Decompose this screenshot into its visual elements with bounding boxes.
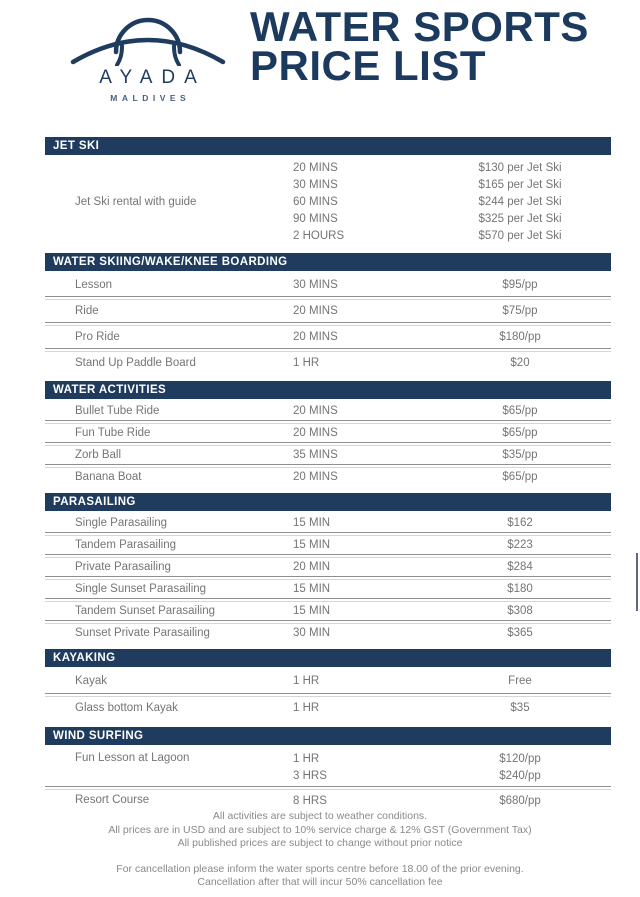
price-cell: $20 — [510, 356, 530, 369]
price-line — [293, 228, 611, 245]
section-header: JET SKI — [45, 137, 611, 155]
row-separator — [45, 322, 611, 326]
section-body — [45, 667, 611, 719]
section-body — [45, 155, 611, 245]
section-water-skiing-wake-knee-boarding — [45, 253, 611, 373]
price-cell: $165 per Jet Ski — [478, 178, 562, 191]
table-row — [45, 581, 611, 597]
duration-cell: 15 MIN — [293, 538, 331, 551]
price-line — [293, 627, 611, 639]
duration-cell: 1 HR — [293, 702, 320, 715]
duration-cell: 30 MINS — [293, 278, 338, 291]
section-body — [45, 511, 611, 641]
price-lines — [293, 405, 611, 417]
price-lines — [293, 792, 611, 809]
table-row — [45, 469, 611, 485]
activity-name: Stand Up Paddle Board — [75, 356, 196, 369]
row-separator — [45, 620, 611, 624]
page-title-line2: PRICE LIST — [250, 41, 487, 89]
duration-cell: 3 HRS — [293, 769, 327, 782]
price-lines — [293, 561, 611, 573]
price-lines — [293, 605, 611, 617]
activity-name: Fun Tube Ride — [75, 426, 151, 439]
price-cell: $325 per Jet Ski — [478, 213, 562, 226]
activity-name: Jet Ski rental with guide — [75, 195, 197, 208]
activity-name: Tandem Parasailing — [75, 538, 177, 551]
note-cancellation-deadline: For cancellation please inform the water sports centre before 18.00 of the prior evening. — [116, 862, 524, 875]
activity-name: Glass bottom Kayak — [75, 702, 178, 715]
price-line — [293, 675, 611, 687]
table-row — [45, 537, 611, 553]
price-line — [293, 750, 611, 767]
dome-pavilion-icon — [70, 6, 226, 66]
price-cell: $308 — [507, 604, 533, 617]
price-line — [293, 193, 611, 210]
duration-cell: 20 MINS — [293, 426, 338, 439]
price-lines — [293, 159, 611, 245]
price-lines — [293, 627, 611, 639]
price-cell: $65/pp — [502, 426, 538, 439]
table-row — [45, 603, 611, 619]
price-line — [293, 449, 611, 461]
price-lines — [293, 583, 611, 595]
price-cell: $35 — [510, 702, 530, 715]
price-lines — [293, 357, 611, 369]
activity-name: Zorb Ball — [75, 448, 122, 461]
brand-subtitle: MALDIVES — [110, 93, 191, 103]
price-lines — [293, 331, 611, 343]
price-cell: $240/pp — [499, 769, 541, 782]
row-separator — [45, 693, 611, 697]
activity-name: Fun Lesson at Lagoon — [75, 751, 190, 764]
price-line — [293, 159, 611, 176]
note-cancellation-fee: Cancellation after that will incur 50% cancellation fee — [197, 876, 443, 888]
price-cell: $570 per Jet Ski — [478, 230, 562, 243]
section-wind-surfing — [45, 727, 611, 811]
section-body — [45, 399, 611, 485]
activity-name: Banana Boat — [75, 470, 142, 483]
row-separator — [45, 532, 611, 536]
duration-cell: 30 MIN — [293, 626, 331, 639]
note-taxes: All prices are in USD and are subject to 10% service charge & 12% GST (Government Tax) — [108, 823, 532, 836]
price-line — [293, 427, 611, 439]
table-row — [45, 327, 611, 347]
duration-cell: 20 MINS — [293, 161, 338, 174]
table-row — [45, 275, 611, 295]
row-separator — [45, 296, 611, 300]
price-line — [293, 471, 611, 483]
duration-cell: 60 MINS — [293, 195, 338, 208]
activity-name: Single Parasailing — [75, 516, 168, 529]
activity-name: Ride — [75, 304, 99, 317]
duration-cell: 30 MINS — [293, 178, 338, 191]
table-row — [45, 353, 611, 373]
price-cell: $65/pp — [502, 470, 538, 483]
price-cell: Free — [508, 675, 532, 688]
duration-cell: 20 MINS — [293, 304, 338, 317]
price-line — [293, 792, 611, 809]
price-cell: $244 per Jet Ski — [478, 195, 562, 208]
cancellation-notes — [0, 863, 640, 890]
price-table — [45, 137, 611, 811]
section-header: WATER SKIING/WAKE/KNEE BOARDING — [45, 253, 611, 271]
price-lines — [293, 449, 611, 461]
weather-price-notes — [0, 810, 640, 851]
price-line — [293, 176, 611, 193]
section-header: PARASAILING — [45, 493, 611, 511]
section-header: KAYAKING — [45, 649, 611, 667]
duration-cell: 1 HR — [293, 675, 320, 688]
price-line — [293, 561, 611, 573]
row-separator — [45, 348, 611, 352]
price-cell: $680/pp — [499, 794, 541, 807]
section-jet-ski — [45, 137, 611, 245]
price-line — [293, 405, 611, 417]
price-cell: $180 — [507, 582, 533, 595]
table-row — [45, 625, 611, 641]
price-lines — [293, 750, 611, 784]
price-cell: $365 — [507, 626, 533, 639]
table-row — [45, 403, 611, 419]
price-lines — [293, 305, 611, 317]
price-line — [293, 305, 611, 317]
price-lines — [293, 279, 611, 291]
row-separator — [45, 598, 611, 602]
section-water-activities — [45, 381, 611, 485]
price-cell: $75/pp — [502, 304, 538, 317]
price-cell: $180/pp — [499, 330, 541, 343]
activity-name: Pro Ride — [75, 330, 120, 343]
duration-cell: 15 MIN — [293, 604, 331, 617]
duration-cell: 35 MINS — [293, 448, 338, 461]
price-lines — [293, 539, 611, 551]
table-row — [45, 671, 611, 692]
price-lines — [293, 702, 611, 714]
section-kayaking — [45, 649, 611, 719]
note-weather: All activities are subject to weather conditions. — [212, 810, 428, 822]
duration-cell: 1 HR — [293, 752, 320, 765]
table-row — [45, 159, 611, 245]
page-edge-artifact — [636, 553, 638, 611]
section-header: WATER ACTIVITIES — [45, 381, 611, 399]
duration-cell: 20 MINS — [293, 330, 338, 343]
section-body — [45, 745, 611, 811]
table-row — [45, 791, 611, 810]
note-price-change: All published prices are subject to change without prior notice — [177, 837, 463, 849]
price-cell: $284 — [507, 560, 533, 573]
price-line — [293, 517, 611, 529]
price-cell: $35/pp — [502, 448, 538, 461]
table-row — [45, 447, 611, 463]
price-cell: $130 per Jet Ski — [478, 161, 562, 174]
duration-cell: 15 MIN — [293, 516, 331, 529]
table-row — [45, 301, 611, 321]
row-separator — [45, 442, 611, 446]
row-separator — [45, 464, 611, 468]
activity-name: Sunset Private Parasailing — [75, 626, 210, 639]
activity-name: Private Parasailing — [75, 560, 171, 573]
brand-logo — [70, 6, 226, 103]
activity-name: Lesson — [75, 278, 113, 291]
row-separator — [45, 786, 611, 790]
activity-name: Bullet Tube Ride — [75, 404, 160, 417]
duration-cell: 20 MINS — [293, 470, 338, 483]
price-cell: $120/pp — [499, 752, 541, 765]
table-row — [45, 698, 611, 719]
price-line — [293, 211, 611, 228]
activity-name: Tandem Sunset Parasailing — [75, 604, 215, 617]
price-cell: $95/pp — [502, 278, 538, 291]
price-lines — [293, 675, 611, 687]
price-lines — [293, 471, 611, 483]
section-parasailing — [45, 493, 611, 641]
price-lines — [293, 427, 611, 439]
price-line — [293, 583, 611, 595]
activity-name: Single Sunset Parasailing — [75, 582, 207, 595]
price-cell: $65/pp — [502, 404, 538, 417]
activity-name: Resort Course — [75, 794, 150, 807]
row-separator — [45, 576, 611, 580]
price-line — [293, 279, 611, 291]
table-row — [45, 749, 611, 785]
price-line — [293, 702, 611, 714]
price-line — [293, 539, 611, 551]
table-row — [45, 425, 611, 441]
table-row — [45, 515, 611, 531]
duration-cell: 90 MINS — [293, 213, 338, 226]
section-header: WIND SURFING — [45, 727, 611, 745]
activity-name: Kayak — [75, 675, 107, 688]
page-title — [250, 3, 589, 89]
footer-notes — [0, 810, 640, 890]
brand-name: AYADA — [99, 67, 206, 88]
duration-cell: 2 HOURS — [293, 230, 345, 243]
price-cell: $162 — [507, 516, 533, 529]
duration-cell: 1 HR — [293, 356, 320, 369]
table-row — [45, 559, 611, 575]
section-body — [45, 271, 611, 373]
duration-cell: 20 MIN — [293, 560, 331, 573]
page-title-line1: WATER SPORTS — [250, 3, 589, 50]
price-cell: $223 — [507, 538, 533, 551]
price-line — [293, 357, 611, 369]
row-separator — [45, 554, 611, 558]
price-lines — [293, 517, 611, 529]
price-line — [293, 767, 611, 784]
row-separator — [45, 420, 611, 424]
duration-cell: 15 MIN — [293, 582, 331, 595]
price-line — [293, 605, 611, 617]
duration-cell: 20 MINS — [293, 404, 338, 417]
price-line — [293, 331, 611, 343]
duration-cell: 8 HRS — [293, 794, 327, 807]
